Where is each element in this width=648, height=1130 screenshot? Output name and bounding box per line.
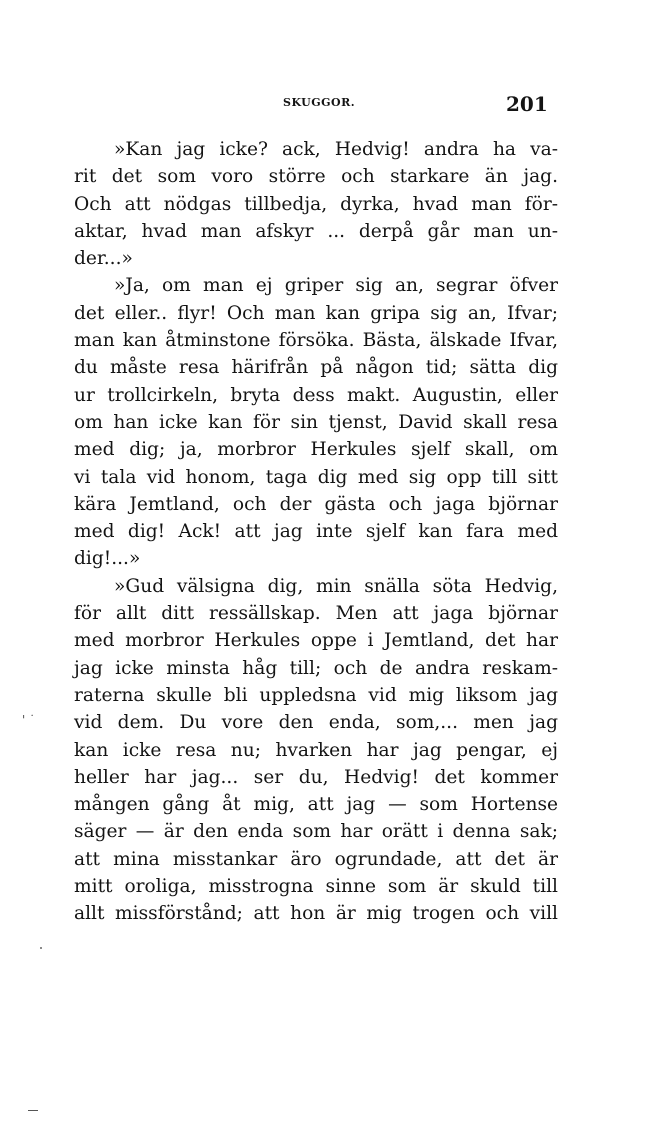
text-line: mången gång åt mig, att jag — som Hortense bbox=[74, 794, 558, 816]
text-line: raterna skulle bli uppledsna vid mig liksom jag bbox=[74, 684, 558, 706]
text-line: med dig; ja, morbror Herkules sjelf skall, om bbox=[74, 439, 558, 461]
text-line: dig!...» bbox=[74, 548, 141, 570]
text-line: man kan åtminstone försöka. Bästa, älskade Ifvar, bbox=[74, 330, 558, 352]
text-line: att mina misstankar äro ogrundade, att det är bbox=[74, 848, 558, 870]
body-text bbox=[74, 136, 558, 928]
text-line: kan icke resa nu; hvarken har jag pengar, ej bbox=[74, 739, 558, 761]
text-line: allt missförstånd; att hon är mig trogen och vill bbox=[74, 903, 558, 925]
text-line: »Kan jag icke? ack, Hedvig! andra ha va- bbox=[114, 139, 558, 160]
margin-dot bbox=[40, 947, 42, 949]
text-line: »Gud välsigna dig, min snälla söta Hedvig, bbox=[114, 575, 558, 597]
text-line: vid dem. Du vore den enda, som,... men jag bbox=[74, 712, 558, 734]
running-title: SKUGGOR. bbox=[283, 96, 356, 109]
text-line: ur trollcirkeln, bryta dess makt. Augustin, eller bbox=[74, 384, 558, 406]
text-line: Och att nödgas tillbedja, dyrka, hvad man för- bbox=[74, 193, 558, 215]
text-line: aktar, hvad man afskyr ... derpå går man un- bbox=[74, 220, 558, 242]
margin-dash bbox=[28, 1110, 38, 1111]
text-line: jag icke minsta håg till; och de andra reskam- bbox=[74, 657, 558, 679]
text-line: vi tala vid honom, taga dig med sig opp till sitt bbox=[74, 466, 558, 488]
text-line: »Ja, om man ej griper sig an, segrar öfver bbox=[114, 275, 558, 297]
text-line: mitt oroliga, misstrogna sinne som är skuld till bbox=[74, 876, 558, 898]
text-line: med morbror Herkules oppe i Jemtland, det har bbox=[74, 630, 558, 652]
text-line: rit det som voro större och starkare än jag. bbox=[74, 166, 558, 188]
page-number: 201 bbox=[506, 92, 548, 116]
running-head bbox=[0, 92, 648, 122]
text-line: det eller.. flyr! Och man kan gripa sig an, Ifvar; bbox=[74, 302, 558, 324]
text-line: heller har jag... ser du, Hedvig! det kommer bbox=[74, 766, 558, 788]
text-line: om han icke kan för sin tjenst, David skall resa bbox=[74, 411, 558, 433]
margin-speck: ' ˙ bbox=[22, 713, 36, 727]
text-line: med dig! Ack! att jag inte sjelf kan fara med bbox=[74, 521, 558, 543]
text-line: der...» bbox=[74, 248, 133, 270]
text-line: du måste resa härifrån på någon tid; sätta dig bbox=[74, 357, 558, 379]
text-line: säger — är den enda som har orätt i denna sak; bbox=[74, 821, 558, 843]
text-line: för allt ditt ressällskap. Men att jaga björnar bbox=[74, 603, 558, 625]
text-line: kära Jemtland, och der gästa och jaga björnar bbox=[74, 493, 558, 515]
